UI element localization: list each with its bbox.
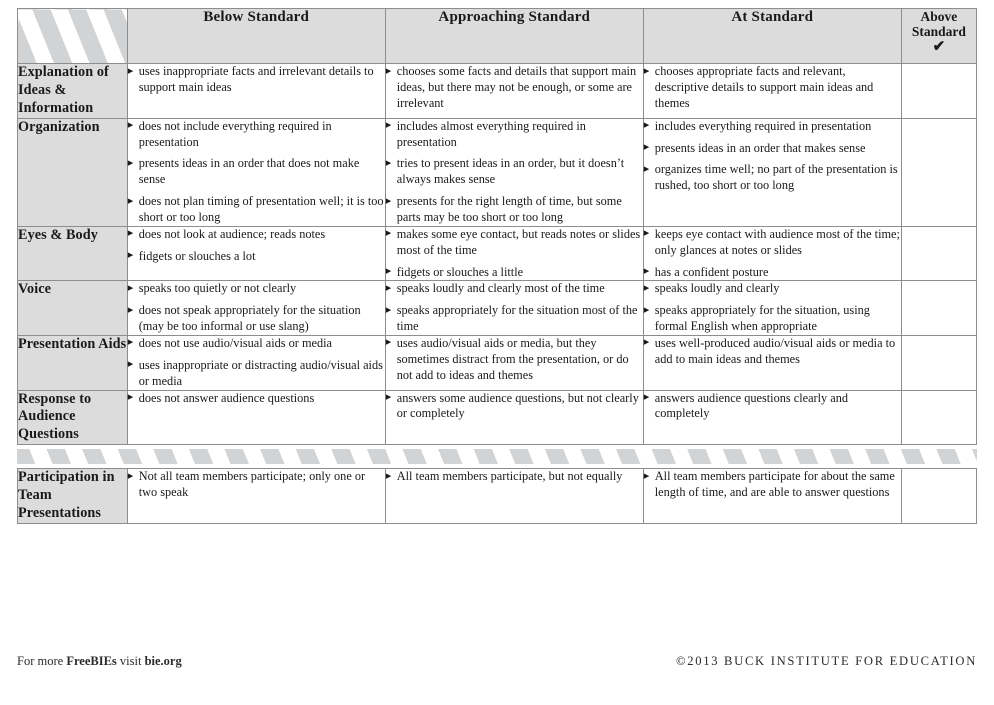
criteria-item: ▸ organizes time well; no part of the presentation is rushed, too short or too long (644, 162, 901, 194)
rubric-row (18, 118, 977, 226)
cell-above-standard[interactable] (901, 390, 976, 445)
criteria-item: ▸ speaks too quietly or not clearly (128, 281, 385, 297)
corner-stripe-cell (18, 9, 128, 64)
criteria-item: ▸ chooses some facts and details that support main ideas, but there may not be enough, or some are irrelevant (386, 64, 643, 112)
rubric-row (18, 226, 977, 281)
criteria-item: ▸ makes some eye contact, but reads notes or slides most of the time (386, 227, 643, 259)
criteria-item: ▸ presents for the right length of time, but some parts may be too short or too long (386, 194, 643, 226)
rubric-body (18, 64, 977, 445)
criteria-item: ▸ answers audience questions clearly and completely (644, 391, 901, 423)
cell-above-standard[interactable] (901, 118, 976, 226)
row-label-cell: Presentation Aids (18, 335, 128, 390)
criteria-list (128, 391, 385, 407)
criteria-list (644, 119, 901, 194)
criteria-item: ▸ speaks appropriately for the situation, using formal English when appropriate (644, 303, 901, 335)
row-label-cell: Explanation of Ideas & Information (18, 64, 128, 119)
criteria-list (386, 391, 643, 423)
criteria-item: ▸ has a confident posture (644, 265, 901, 281)
criteria-item: ▸ does not look at audience; reads notes (128, 227, 385, 243)
criteria-item: ▸ keeps eye contact with audience most of the time; only glances at notes or slides (644, 227, 901, 259)
footer-prefix-text: For more (17, 654, 67, 668)
footer-freebies-note (17, 654, 182, 669)
criteria-list (386, 119, 643, 226)
rubric-row (18, 469, 977, 524)
criteria-item: ▸ does not speak appropriately for the situation (may be too informal or use slang) (128, 303, 385, 335)
cell-above-standard[interactable] (901, 226, 976, 281)
cell-below-standard[interactable] (127, 335, 385, 390)
cell-above-standard[interactable] (901, 335, 976, 390)
striped-separator (17, 449, 977, 464)
criteria-item: ▸ does not include everything required in presentation (128, 119, 385, 151)
criteria-list (644, 281, 901, 335)
rubric-row (18, 64, 977, 119)
rubric-header (18, 9, 977, 64)
criteria-item: ▸ tries to present ideas in an order, but it doesn’t always makes sense (386, 156, 643, 188)
criteria-item: ▸ Not all team members participate; only one or two speak (128, 469, 385, 501)
team-participation-table (17, 468, 977, 524)
criteria-item: ▸ presents ideas in an order that does not make sense (128, 156, 385, 188)
criteria-list (386, 64, 643, 112)
criteria-item: ▸ All team members participate for about the same length of time, and are able to answer questions (644, 469, 901, 501)
cell-at-standard[interactable] (643, 390, 901, 445)
header-row (18, 9, 977, 64)
team-participation-body (18, 469, 977, 524)
row-label-cell: Response to Audience Questions (18, 390, 128, 445)
cell-approaching-standard[interactable] (385, 64, 643, 119)
criteria-list (644, 336, 901, 368)
row-label-cell: Eyes & Body (18, 226, 128, 281)
criteria-list (128, 64, 385, 96)
criteria-list (128, 281, 385, 335)
cell-approaching-standard[interactable] (385, 118, 643, 226)
cell-at-standard[interactable] (643, 469, 901, 524)
footer-visit-text: visit (116, 654, 145, 668)
column-header-above-standard (901, 9, 976, 64)
criteria-list (644, 391, 901, 423)
cell-above-standard[interactable] (901, 64, 976, 119)
criteria-item: ▸ uses well-produced audio/visual aids or media to add to main ideas and themes (644, 336, 901, 368)
criteria-item: ▸ includes everything required in presentation (644, 119, 901, 135)
criteria-list (386, 469, 643, 485)
criteria-list (644, 64, 901, 112)
row-label-cell: Participation in Team Presentations (18, 469, 128, 524)
rubric-row (18, 281, 977, 336)
criteria-item: ▸ does not answer audience questions (128, 391, 385, 407)
cell-below-standard[interactable] (127, 390, 385, 445)
criteria-list (128, 469, 385, 501)
cell-at-standard[interactable] (643, 226, 901, 281)
cell-below-standard[interactable] (127, 469, 385, 524)
criteria-item: ▸ uses inappropriate or distracting audio/visual aids or media (128, 358, 385, 390)
criteria-item: ▸ fidgets or slouches a little (386, 265, 643, 281)
column-header-approaching-standard: Approaching Standard (385, 9, 643, 64)
rubric-row (18, 335, 977, 390)
footer-site-link[interactable]: bie.org (144, 654, 182, 668)
criteria-list (644, 469, 901, 501)
criteria-item: ▸ presents ideas in an order that makes sense (644, 141, 901, 157)
cell-at-standard[interactable] (643, 118, 901, 226)
criteria-list (644, 227, 901, 281)
cell-approaching-standard[interactable] (385, 469, 643, 524)
criteria-item: ▸ All team members participate, but not equally (386, 469, 643, 485)
criteria-list (386, 227, 643, 281)
criteria-item: ▸ speaks loudly and clearly most of the time (386, 281, 643, 297)
cell-above-standard[interactable] (901, 469, 976, 524)
cell-below-standard[interactable] (127, 226, 385, 281)
footer-freebies-brand: FreeBIEs (66, 654, 117, 668)
rubric-table (17, 8, 977, 445)
cell-approaching-standard[interactable] (385, 390, 643, 445)
checkmark-icon: ✔ (932, 39, 946, 56)
criteria-list (128, 119, 385, 226)
criteria-item: ▸ uses audio/visual aids or media, but they sometimes distract from the presentation, or do not add to ideas and themes (386, 336, 643, 384)
criteria-item: ▸ chooses appropriate facts and relevant, descriptive details to support main ideas and themes (644, 64, 901, 112)
column-header-above-standard-label: Above Standard (911, 9, 966, 40)
cell-below-standard[interactable] (127, 64, 385, 119)
row-label-cell: Organization (18, 118, 128, 226)
criteria-list (386, 336, 643, 384)
column-header-below-standard: Below Standard (127, 9, 385, 64)
cell-above-standard[interactable] (901, 281, 976, 336)
criteria-list (128, 336, 385, 390)
criteria-item: ▸ uses inappropriate facts and irrelevant details to support main ideas (128, 64, 385, 96)
criteria-list (128, 227, 385, 265)
cell-at-standard[interactable] (643, 281, 901, 336)
criteria-item: ▸ speaks loudly and clearly (644, 281, 901, 297)
cell-at-standard[interactable] (643, 64, 901, 119)
cell-approaching-standard[interactable] (385, 226, 643, 281)
criteria-item: ▸ does not plan timing of presentation well; it is too short or too long (128, 194, 385, 226)
criteria-item: ▸ does not use audio/visual aids or media (128, 336, 385, 352)
criteria-item: ▸ answers some audience questions, but not clearly or completely (386, 391, 643, 423)
cell-approaching-standard[interactable] (385, 335, 643, 390)
page-footer (17, 654, 977, 669)
criteria-item: ▸ speaks appropriately for the situation most of the time (386, 303, 643, 335)
cell-below-standard[interactable] (127, 118, 385, 226)
cell-approaching-standard[interactable] (385, 281, 643, 336)
column-header-at-standard: At Standard (643, 9, 901, 64)
criteria-item: ▸ fidgets or slouches a lot (128, 249, 385, 265)
rubric-row (18, 390, 977, 445)
criteria-item: ▸ includes almost everything required in presentation (386, 119, 643, 151)
criteria-list (386, 281, 643, 335)
cell-at-standard[interactable] (643, 335, 901, 390)
row-label-cell: Voice (18, 281, 128, 336)
footer-copyright: ©2013 BUCK INSTITUTE FOR EDUCATION (675, 654, 977, 668)
cell-below-standard[interactable] (127, 281, 385, 336)
